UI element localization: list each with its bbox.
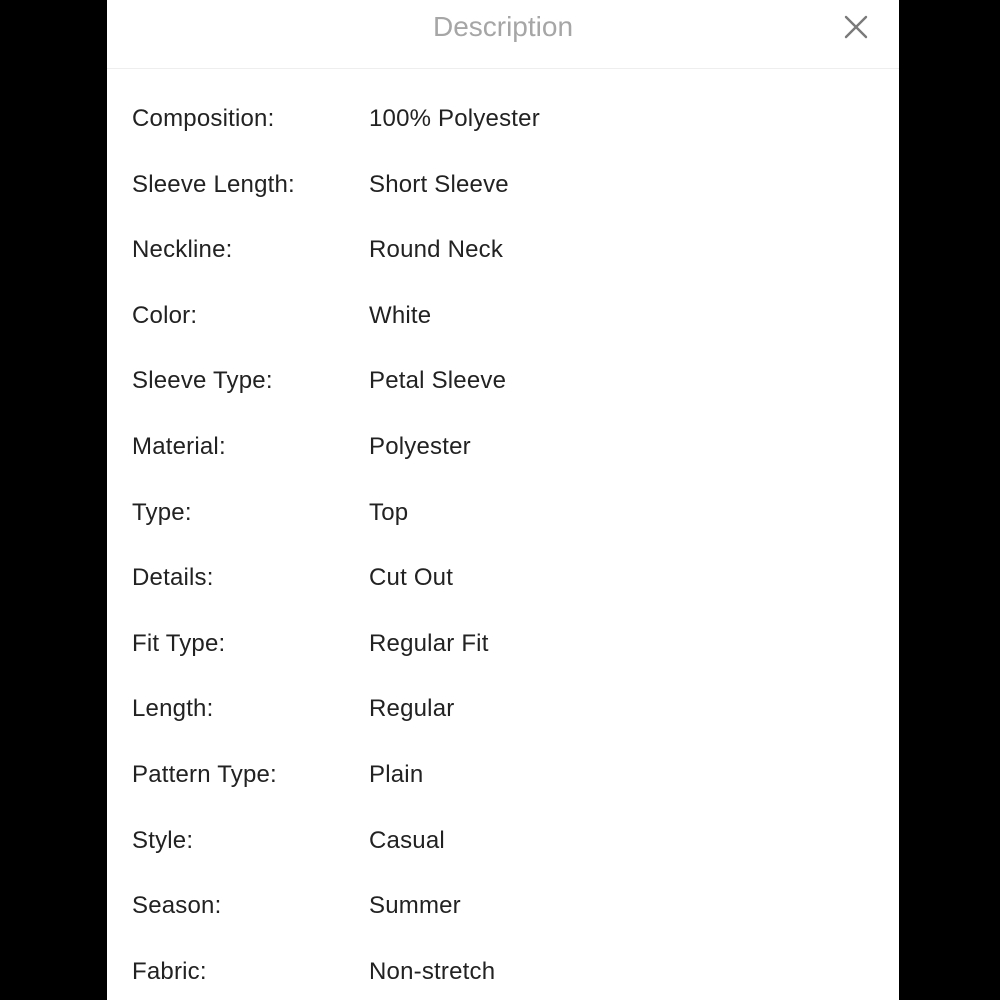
attribute-row-pattern-type (107, 725, 899, 791)
attribute-value: Top (369, 498, 409, 526)
close-icon (841, 12, 871, 42)
attribute-value: Cut Out (369, 564, 454, 592)
attribute-label: Type: (132, 498, 192, 526)
attribute-row-details (107, 528, 899, 594)
attribute-value: Round Neck (369, 236, 504, 264)
attribute-value: 100% Polyester (369, 105, 540, 132)
attribute-label: Season: (132, 892, 222, 920)
attribute-value: Petal Sleeve (369, 367, 507, 395)
attribute-row-sleeve-length (107, 135, 899, 201)
attribute-label: Neckline: (132, 236, 233, 264)
attribute-label: Pattern Type: (132, 760, 277, 788)
attribute-label: Material: (132, 432, 226, 460)
attribute-row-style (107, 791, 899, 857)
attribute-label: Fabric: (132, 957, 207, 985)
attribute-row-length (107, 659, 899, 725)
attribute-label: Sleeve Type: (132, 367, 273, 395)
attribute-row-fabric (107, 922, 899, 988)
attribute-value: Polyester (369, 432, 471, 460)
attribute-row-composition (107, 69, 899, 135)
close-button[interactable] (841, 12, 871, 42)
attribute-label: Length: (132, 695, 214, 723)
attribute-value: Regular (369, 695, 455, 723)
attribute-value: Casual (369, 826, 445, 854)
attribute-row-material (107, 397, 899, 463)
attribute-label: Fit Type: (132, 629, 226, 657)
panel-title: Description (432, 11, 574, 42)
attribute-label: Color: (132, 301, 198, 329)
attribute-value: Regular Fit (369, 629, 489, 657)
attribute-label: Composition: (132, 105, 275, 132)
attribute-value: Summer (369, 892, 461, 920)
attribute-value: White (369, 301, 432, 329)
attribute-value: Short Sleeve (369, 170, 509, 198)
attribute-row-type (107, 463, 899, 529)
attribute-row-sleeve-type (107, 331, 899, 397)
attribute-label: Sleeve Length: (132, 170, 295, 198)
description-panel (107, 0, 899, 1000)
attribute-row-color (107, 266, 899, 332)
attribute-list (107, 69, 899, 987)
panel-header (107, 0, 899, 69)
attribute-value: Non-stretch (369, 957, 496, 985)
attribute-row-neckline (107, 200, 899, 266)
attribute-value: Plain (369, 760, 424, 788)
attribute-label: Style: (132, 826, 194, 854)
attribute-label: Details: (132, 564, 214, 592)
attribute-row-fit-type (107, 594, 899, 660)
attribute-row-season (107, 856, 899, 922)
